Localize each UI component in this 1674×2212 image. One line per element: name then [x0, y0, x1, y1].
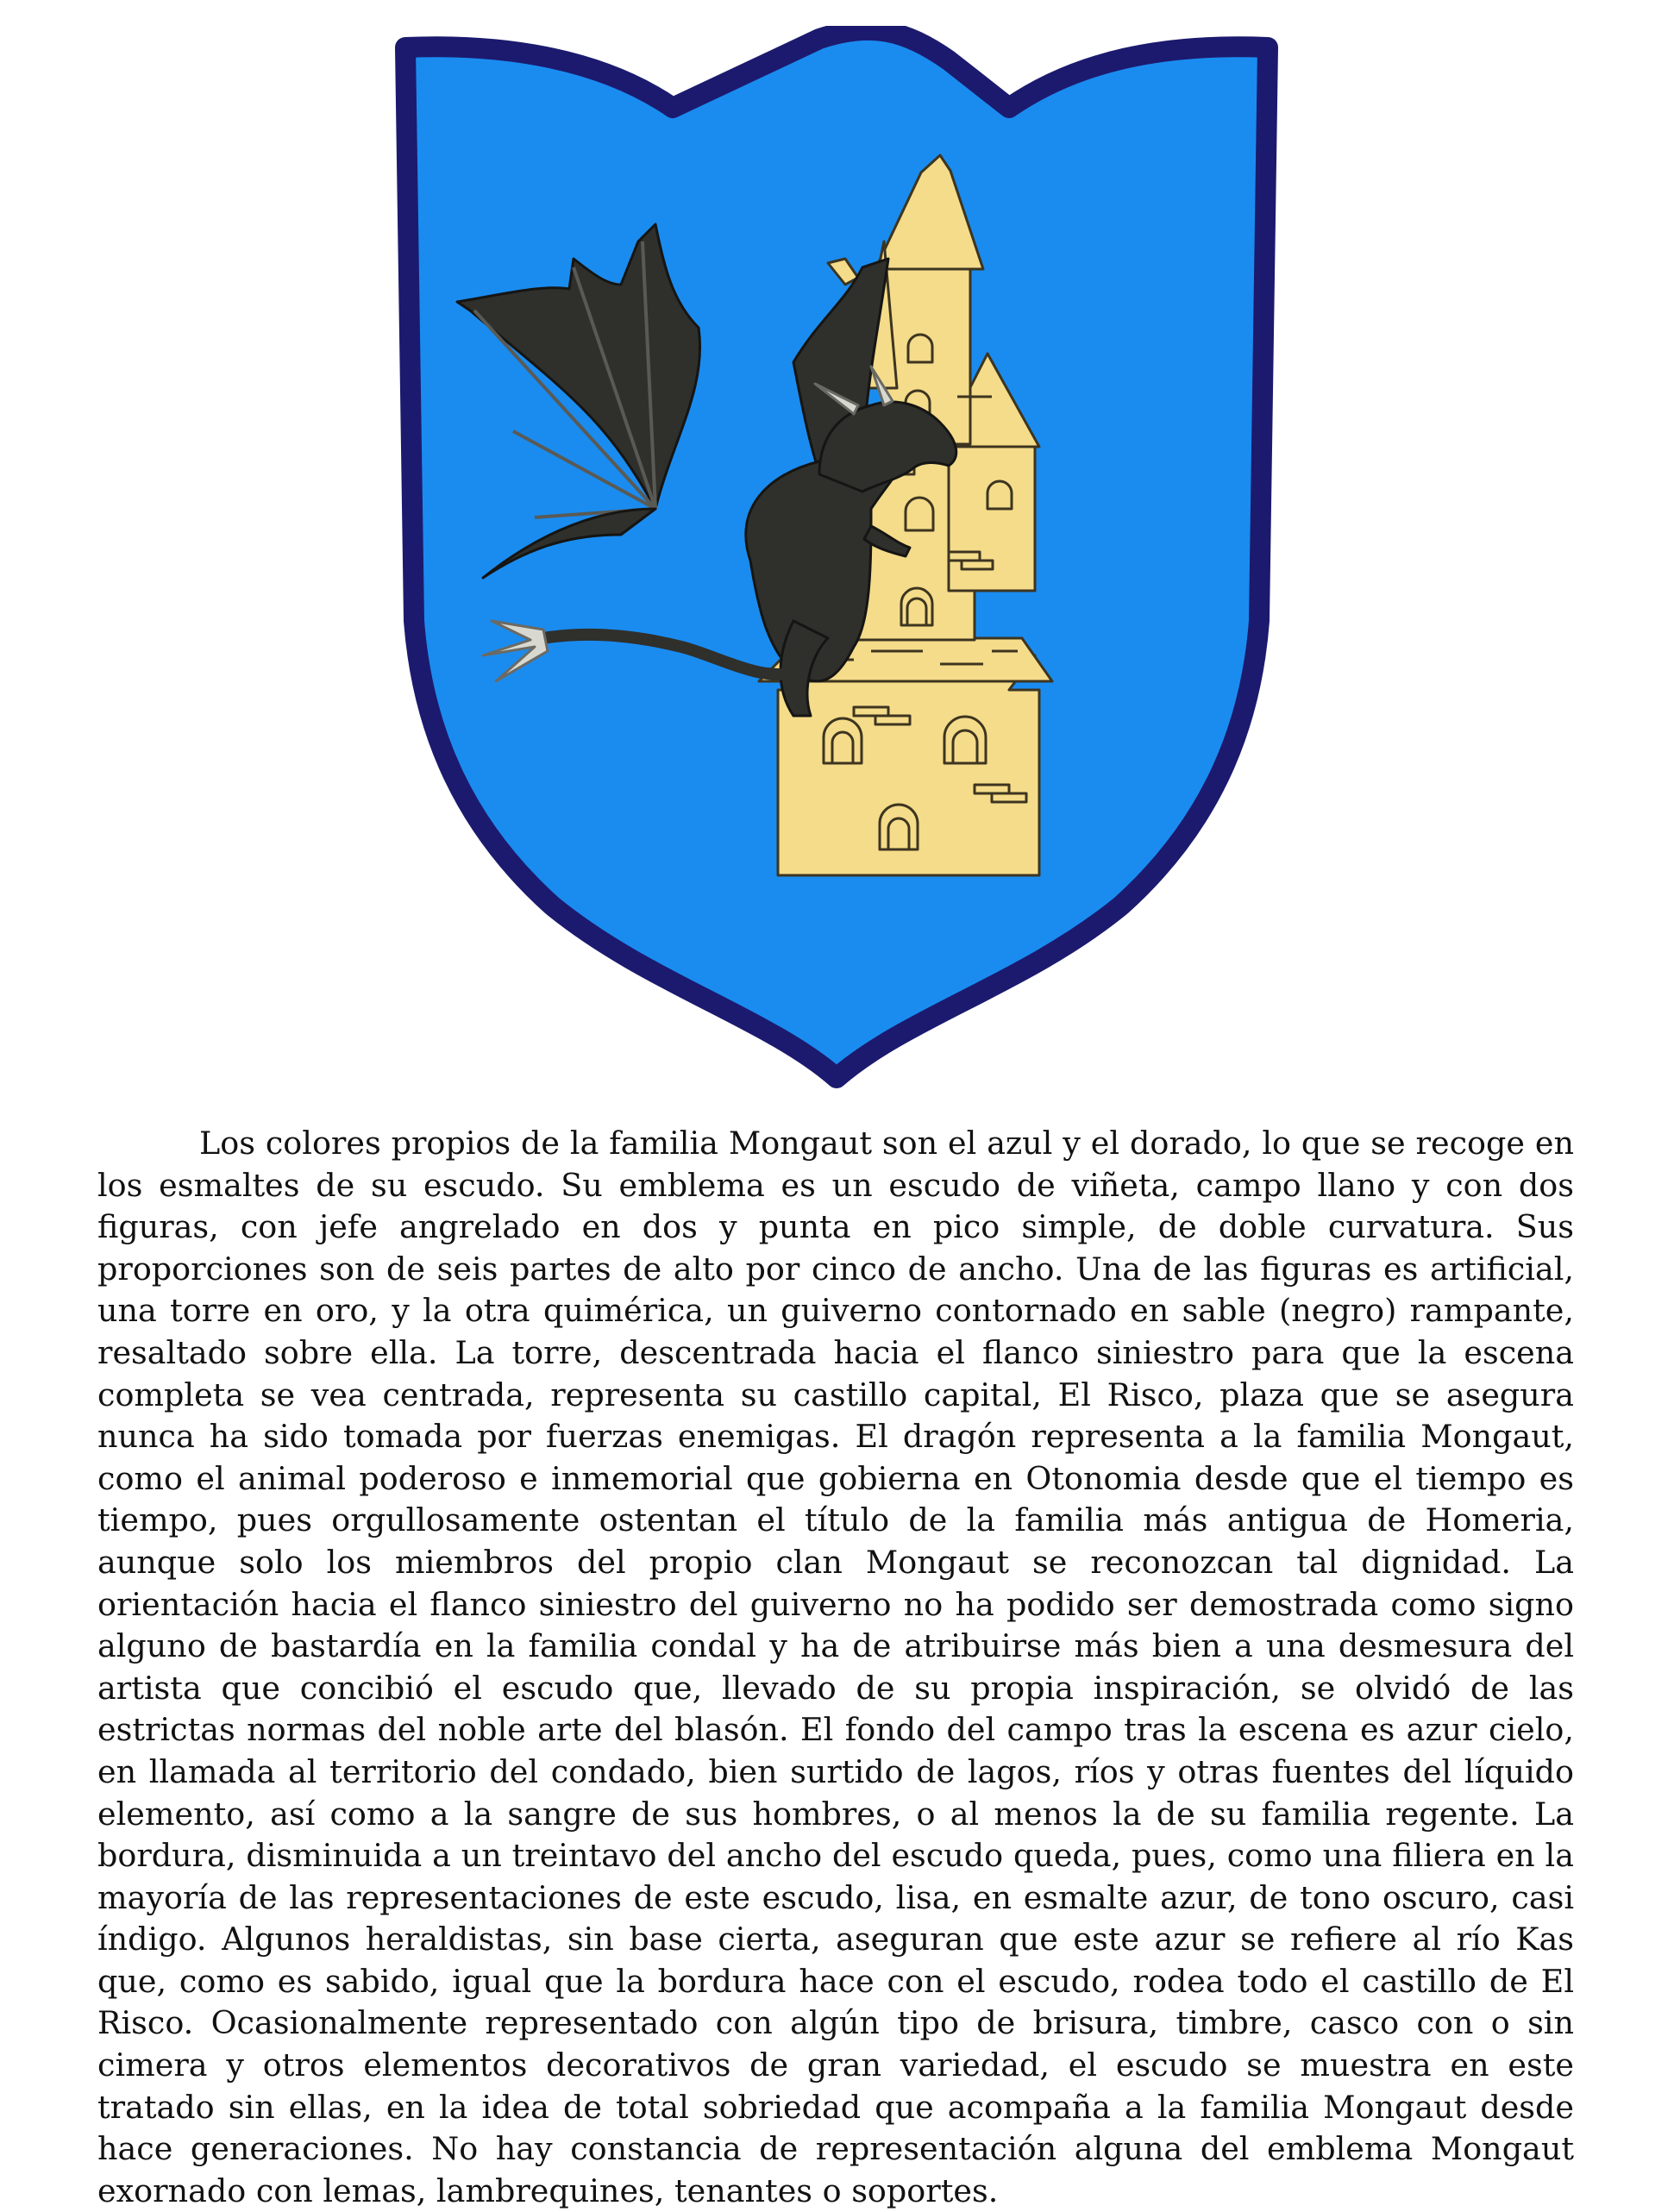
coat-of-arms [388, 26, 1285, 1104]
body-paragraph: Los colores propios de la familia Mongaut son el azul y el dorado, lo que se recoge en los esmaltes de su escudo. Su emblema es un escudo de viñeta, campo llano y con dos figuras, con jefe angrelado en dos y punta en pico simple, de doble curvatura. Sus proporciones son de seis partes de alto por cinco de ancho. Una de las figuras es artificial, una torre en oro, y la otra quimérica, un guiverno contornado en sable (negro) rampante, resaltado sobre ella. La torre, descentrada hacia el flanco siniestro para que la escena completa se vea centrada, representa su castillo capital, El Risco, plaza que se asegura nunca ha sido tomada por fuerzas enemigas. El dragón representa a la familia Mongaut, como el animal poderoso e inmemorial que gobierna en Otonomia desde que el tiempo es tiempo, pues orgullosamente ostentan el título de la familia más antigua de Homeria, aunque solo los miembros del propio clan Mongaut se reconozcan tal dignidad. La orientación hacia el flanco siniestro del guiverno no ha podido ser demostrada como signo alguno de bastardía en la familia condal y ha de atribuirse más bien a una desmesura del artista que concibió el escudo que, llevado de su propia inspiración, se olvidó de las estrictas normas del noble arte del blasón. El fondo del campo tras la escena es azur cielo, en llamada al territorio del condado, bien surtido de lagos, ríos y otras fuentes del líquido elemento, así como a la sangre de sus hombres, o al menos la de su familia regente. La bordura, disminuida a un treintavo del ancho del escudo queda, pues, como una filiera en la mayoría de las representaciones de este escudo, lisa, en esmalte azur, de tono oscuro, casi índigo. Algunos heraldistas, sin base cierta, aseguran que este azur se refiere al río Kas que, como es sabido, igual que la bordura hace con el escudo, rodea todo el castillo de El Risco. Ocasionalmente representado con algún tipo de brisura, timbre, casco con o sin cimera y otros elementos decorativos de gran variedad, el escudo se muestra en este tratado sin ellas, en la idea de total sobriedad que acompaña a la familia Mongaut desde hace generaciones. No hay constancia de representación alguna del emblema Mongaut exornado con lemas, lambrequines, tenantes o soportes. [97, 1125, 1574, 2209]
shield-graphic [388, 26, 1285, 1104]
